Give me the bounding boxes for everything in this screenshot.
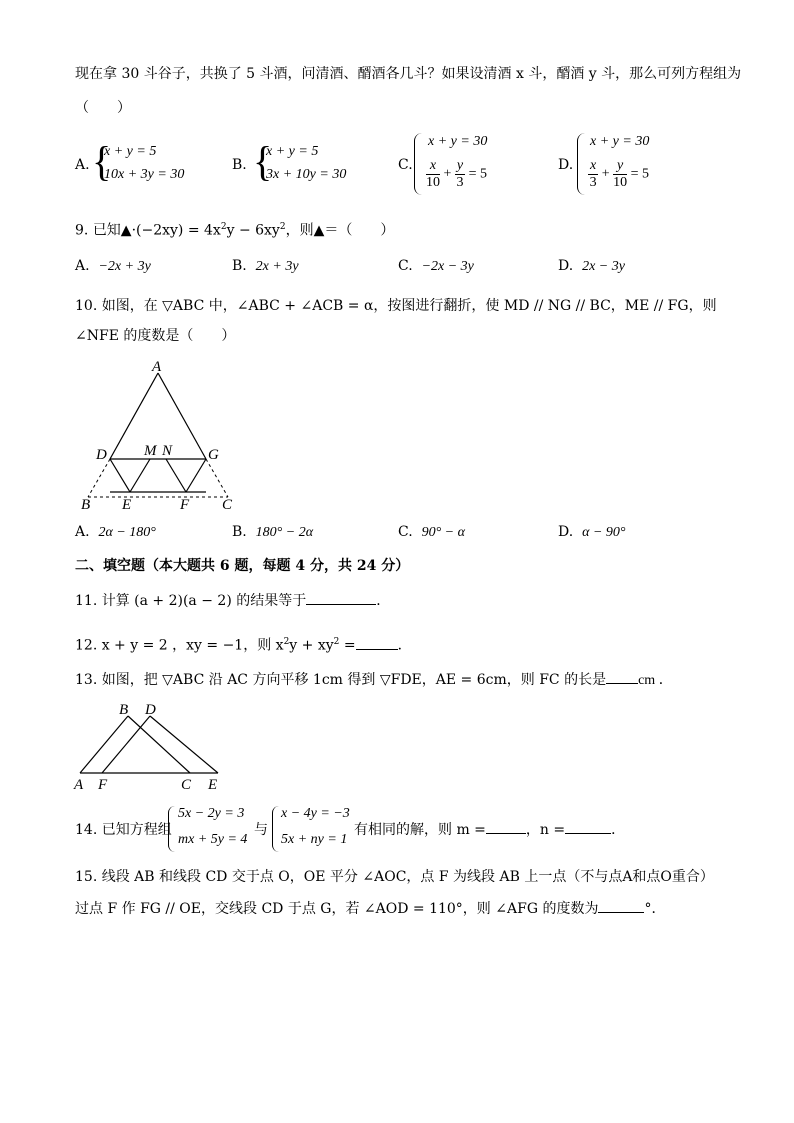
q8-answer-paren: （ ） — [75, 100, 131, 116]
answer-blank-n[interactable] — [565, 833, 611, 834]
q13: 13. 如图，把 ▽ABC 沿 AC 方向平移 1cm 得到 ▽FDE，AE = 6cm，则 FC 的长是 cm ． — [75, 672, 673, 688]
label-c: C — [181, 777, 192, 793]
left-brace: { — [253, 137, 273, 186]
option-label: C. — [398, 157, 413, 173]
label-d: D — [96, 447, 107, 463]
left-brace — [168, 806, 176, 852]
q8-stem: 现在拿 30 斗谷子，共换了 5 斗酒，问清酒、醑酒各几斗？如果设清酒 x 斗，醑酒 y 斗，那么可列方程组为 — [75, 66, 742, 82]
q13-translation-figure — [70, 700, 230, 795]
q11: 11. 计算 (a + 2)(a − 2) 的结果等于 ． — [75, 593, 391, 609]
system1-row1: 5x − 2y = 3 — [178, 806, 245, 821]
answer-blank[interactable] — [356, 649, 398, 650]
q9-option-d: D. 2x − 3y — [558, 258, 625, 274]
label-g: G — [208, 447, 219, 463]
q10-stem-line2: ∠NFE 的度数是（ ） — [75, 328, 236, 344]
option-label: D. — [558, 157, 574, 173]
q10-triangle-figure — [78, 355, 238, 515]
q15-line2: 过点 F 作 FG // OE，交线段 CD 于点 G，若 ∠AOD = 110°，则 ∠AFG 的度数为 °． — [75, 901, 666, 917]
q10-option-d: D. α − 90° — [558, 524, 626, 540]
answer-blank[interactable] — [606, 683, 638, 684]
q12: 12. x + y = 2 ，xy = −1，则 $x^2y + xy^2$ = ． — [75, 637, 412, 654]
left-brace: { — [92, 137, 112, 186]
q9-option-b: B. 2x + 3y — [232, 258, 299, 274]
system2-row1: x − 4y = −3 — [281, 806, 350, 821]
q10-stem-line1: 10. 如图，在 ▽ABC 中，∠ABC + ∠ACB = α，按图进行翻折，使 MD // NG // BC，ME // FG，则 — [75, 298, 717, 314]
q10-option-a: A. 2α − 180° — [75, 524, 156, 540]
label-c: C — [222, 497, 233, 513]
system1-row2: mx + 5y = 4 — [178, 832, 248, 847]
option-label: B. — [232, 157, 247, 173]
label-f: F — [180, 497, 190, 513]
answer-blank-m[interactable] — [486, 833, 526, 834]
q14-prefix: 14. 已知方程组 — [75, 822, 172, 838]
left-brace — [577, 133, 586, 195]
answer-blank[interactable] — [306, 604, 376, 605]
label-d: D — [145, 702, 156, 718]
left-brace — [414, 133, 423, 195]
equation-row-1: x + y = 30 — [590, 134, 650, 149]
option-label: A. — [75, 157, 90, 173]
label-b: B — [119, 702, 129, 718]
answer-blank[interactable] — [598, 912, 644, 913]
label-a: A — [152, 359, 162, 375]
q14-suffix: 有相同的解，则 m = ，n = ． — [354, 822, 626, 838]
equation-row-1: x + y = 30 — [428, 134, 488, 149]
equation-row-2: $\frac{x}{3}$ + $\frac{y}{10}$ = 5 — [589, 158, 650, 190]
q9-option-c: C. −2x − 3y — [398, 258, 474, 274]
equation-row-2: $\frac{x}{10}$ + $\frac{y}{3}$ = 5 — [426, 158, 488, 190]
label-m: M — [144, 443, 157, 459]
question-number: 9. — [75, 222, 89, 239]
q10-option-b: B. 180° − 2α — [232, 524, 314, 540]
q10-option-c: C. 90° − α — [398, 524, 465, 540]
system2-row2: 5x + ny = 1 — [281, 832, 348, 847]
q9-stem: 9. 已知▲·(−2xy) = $4x^2y - 6xy^2$，则▲＝（ ） — [75, 222, 395, 239]
label-b: B — [81, 497, 91, 513]
q14-mid: 与 — [254, 822, 268, 838]
label-e: E — [122, 497, 132, 513]
section-heading-fill-in: 二、填空题（本大题共 6 题，每题 4 分，共 24 分） — [75, 558, 410, 574]
equation-row-1: x + y = 5 — [104, 144, 157, 159]
label-a: A — [74, 777, 84, 793]
q9-option-a: A. −2x + 3y — [75, 258, 151, 274]
label-f: F — [98, 777, 108, 793]
equation-row-2: 3x + 10y = 30 — [266, 167, 347, 182]
q15-line1: 15. 线段 AB 和线段 CD 交于点 O，OE 平分 ∠AOC，点 F 为线段 AB 上一点（不与点A和点O重合） — [75, 869, 714, 885]
label-e: E — [208, 777, 218, 793]
equation-row-2: 10x + 3y = 30 — [104, 167, 185, 182]
label-n: N — [162, 443, 173, 459]
equation-row-1: x + y = 5 — [266, 144, 319, 159]
left-brace — [272, 806, 280, 852]
